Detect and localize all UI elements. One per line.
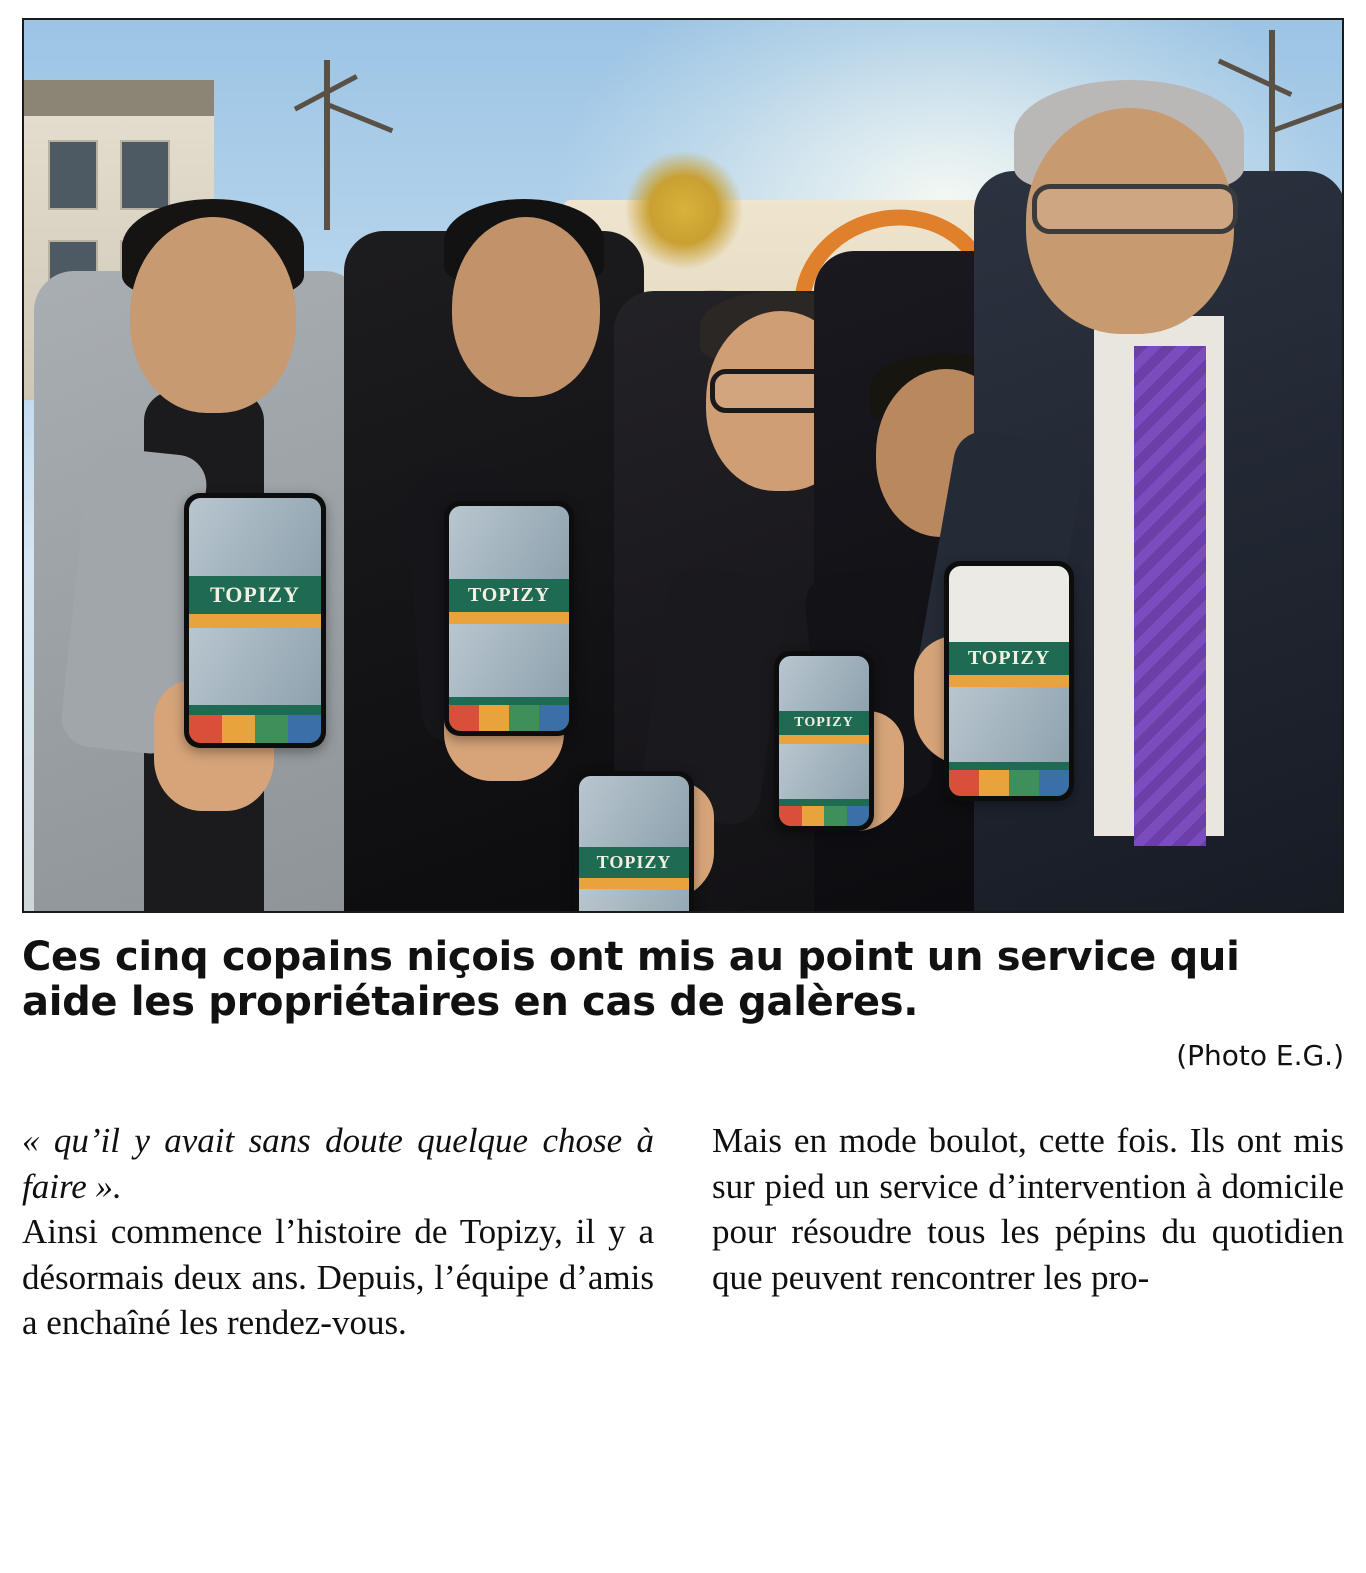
person-5-tie (1134, 346, 1206, 846)
phone-2: TOPIZY (444, 501, 574, 736)
person-5-glasses (1032, 184, 1238, 234)
article-column-left (22, 1118, 654, 1346)
article-paragraph-right: Mais en mode boulot, cette fois. Ils ont mis sur pied un service d’intervention à domicile pour résoudre tous les pépins du quotidien que peuvent rencontrer les pro- (712, 1121, 1344, 1297)
person-1 (34, 121, 364, 911)
person-1-head (130, 217, 296, 413)
person-5 (967, 18, 1344, 911)
article-body (22, 1118, 1344, 1346)
article-column-right (712, 1118, 1344, 1346)
phone-4: TOPIZY (774, 651, 874, 831)
article-quote: « qu’il y avait sans doute quelque chose à faire ». (22, 1121, 654, 1206)
phone-3: TOPIZY (574, 771, 694, 913)
person-2-head (452, 217, 600, 397)
article-photo (22, 18, 1344, 913)
article-paragraph-left: Ainsi commence l’histoire de Topizy, il y a désormais deux ans. Depuis, l’équipe d’amis a enchaîné les rendez-vous. (22, 1212, 654, 1343)
photo-credit: (Photo E.G.) (1176, 1039, 1344, 1073)
phone-5: TOPIZY (944, 561, 1074, 801)
photo-caption: Ces cinq copains niçois ont mis au point un service qui aide les propriétaires en cas de galères. (22, 934, 1240, 1026)
phone-1: TOPIZY (184, 493, 326, 748)
